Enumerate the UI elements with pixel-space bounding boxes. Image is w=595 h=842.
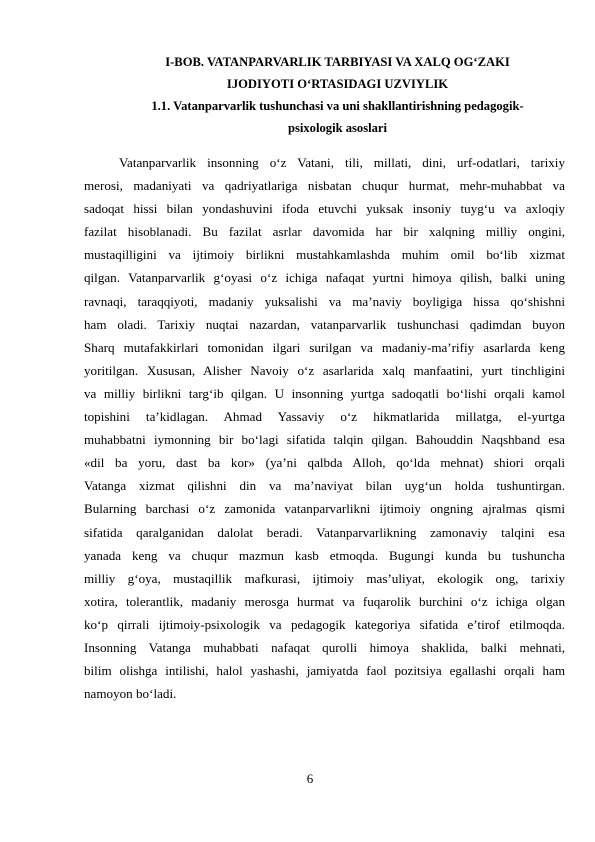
paragraph-line: bilim olishga intilishi, halol yashashi, jamiyatda faol pozitsiya egallashi orqali ham (84, 663, 565, 679)
paragraph-line: milliy g‘oya, mustaqillik mafkurasi, ijtimoiy mas’uliyat, ekologik ong, tarixiy (84, 570, 565, 586)
paragraph-line: muhabbatni iymonning bir bo‘lagi sifatida talqin qilgan. Bahouddin Naqshband esa (84, 432, 565, 448)
paragraph-line: topishini ta’kidlagan. Ahmad Yassaviy o‘z hikmatlarida millatga, el-yurtga (84, 409, 565, 425)
paragraph-line: Sharq mutafakkirlari tomonidan ilgari surilgan va madaniy-ma’rifiy asarlarda keng (84, 339, 565, 355)
paragraph-line: sadoqat hissi bilan yondashuvini ifoda etuvchi yuksak insoniy tuyg‘u va axloqiy (84, 201, 565, 217)
paragraph-line: Vatanga xizmat qilishni din va ma’naviyat bilan uyg‘un holda tushuntirgan. (84, 478, 565, 494)
page-number: 6 (306, 771, 314, 786)
paragraph-line: ravnaqi, taraqqiyoti, madaniy yuksalishi va ma’naviy boyligiga hissa qo‘shishni (84, 293, 565, 309)
paragraph-line: yanada keng va chuqur mazmun kasb etmoqda. Bugungi kunda bu tushuncha (84, 547, 565, 563)
paragraph-line: «dil ba yoru, dast ba kor» (ya’ni qalbda Alloh, qo‘lda mehnat) shiori orqali (84, 455, 565, 471)
paragraph-line: qilgan. Vatanparvarlik g‘oyasi o‘z ichiga nafaqat yurtni himoya qilish, balki uning (84, 270, 565, 286)
section-title (100, 95, 575, 139)
paragraph-line: mustaqilligini va ijtimoiy birlikni mustahkamlashda muhim omil bo‘lib xizmat (84, 247, 565, 263)
chapter-title-line: I-BOB. VATANPARVARLIK TARBIYASI VA XALQ OG‘ZAKI (165, 55, 510, 69)
paragraph-line: Insonning Vatanga muhabbati nafaqat qurolli himoya shaklida, balki mehnati, (84, 639, 565, 655)
chapter-title (100, 51, 575, 95)
paragraph-line: yoritilgan. Xususan, Alisher Navoiy o‘z asarlarida xalq manfaatini, yurt tinchligini (84, 362, 565, 378)
section-title-line: 1.1. Vatanparvarlik tushunchasi va uni shakllantirishning pedagogik- (151, 99, 524, 113)
section-title-line: psixologik asoslari (287, 121, 388, 135)
paragraph-line: merosi, madaniyati va qadriyatlariga nisbatan chuqur hurmat, mehr-muhabbat va (84, 178, 565, 194)
paragraph-line: xotira, tolerantlik, madaniy merosga hurmat va fuqarolik burchini o‘z ichiga olgan (84, 593, 565, 609)
body-paragraph (84, 151, 565, 705)
paragraph-line: Bularning barchasi o‘z zamonida vatanparvarlikni ijtimoiy ongning ajralmas qismi (84, 501, 565, 517)
paragraph-line: namoyon bo‘ladi. (84, 686, 177, 702)
paragraph-line: Vatanparvarlik insonning o‘z Vatani, tili, millati, dini, urf-odatlari, tarixiy (119, 155, 565, 170)
paragraph-line: va milliy birlikni targ‘ib qilgan. U insonning yurtga sadoqatli bo‘lishi orqali kamol (84, 385, 565, 401)
paragraph-line: sifatida qaralganidan dalolat beradi. Vatanparvarlikning zamonaviy talqini esa (84, 524, 565, 540)
paragraph-line: fazilat hisoblanadi. Bu fazilat asrlar davomida har bir xalqning milliy ongini, (84, 224, 565, 240)
chapter-title-line: IJODIYOTI O‘RTASIDAGI UZVIYLIK (226, 77, 449, 91)
paragraph-line: ko‘p qirrali ijtimoiy-psixologik va pedagogik kategoriya sifatida e’tirof etilmoqda. (84, 616, 565, 632)
paragraph-line: ham oladi. Tarixiy nuqtai nazardan, vatanparvarlik tushunchasi qadimdan buyon (84, 316, 565, 332)
